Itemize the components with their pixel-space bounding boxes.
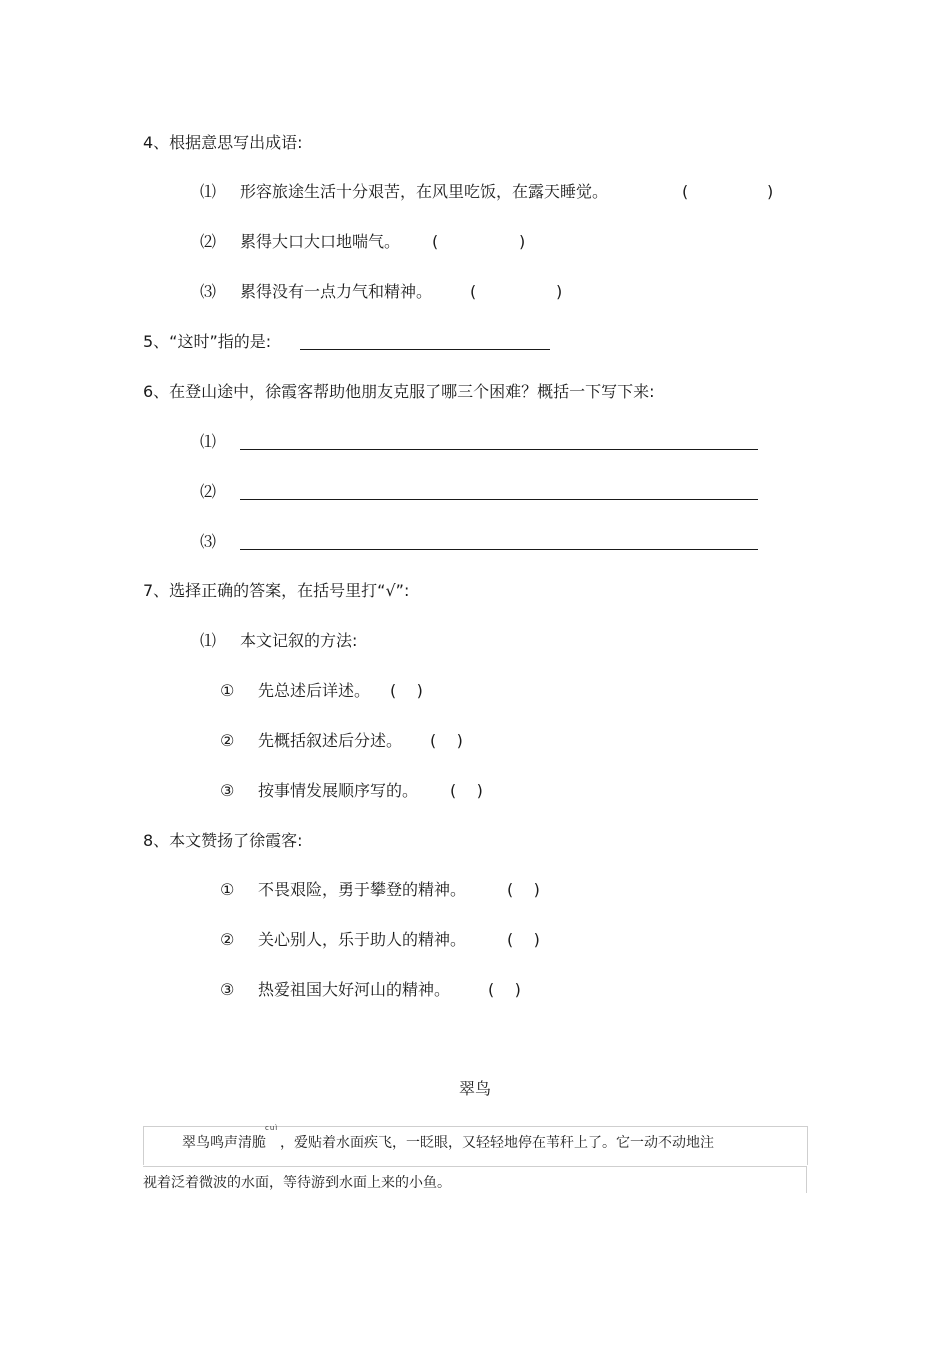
q4-title: 4、根据意思写出成语:: [143, 133, 303, 152]
passage-line1-part1: 翠鸟鸣声清脆: [182, 1135, 266, 1151]
q8-option-1-text: 不畏艰险，勇于攀登的精神。: [258, 880, 467, 899]
q4-item-2-num: ⑵: [200, 232, 217, 251]
q6-answer-blank-3[interactable]: [240, 533, 758, 550]
q7-option-2-num: ②: [220, 731, 235, 750]
q7-option-2-answer-paren[interactable]: ( ): [430, 731, 463, 750]
q4-item-1-close-paren: ): [767, 182, 774, 201]
q7-sub-num: ⑴: [200, 631, 217, 650]
passage-pinyin-annotation: cuì: [265, 1124, 279, 1132]
q4-item-3-open-paren: (: [470, 282, 477, 301]
q7-option-3-num: ③: [220, 781, 235, 800]
q4-item-1-text: 形容旅途生活十分艰苦，在风里吃饭，在露天睡觉。: [240, 182, 609, 201]
q4-item-3-num: ⑶: [200, 282, 217, 301]
q5-answer-blank[interactable]: [300, 333, 550, 350]
q7-option-1-num: ①: [220, 681, 235, 700]
q7-option-1-text: 先总述后详述。: [258, 681, 371, 700]
q6-answer-blank-2[interactable]: [240, 483, 758, 500]
passage-line2: 视着泛着微波的水面，等待游到水面上来的小鱼。: [143, 1175, 451, 1191]
q7-option-2-text: 先概括叙述后分述。: [258, 731, 403, 750]
q8-option-2-num: ②: [220, 930, 235, 949]
q7-option-3-answer-paren[interactable]: ( ): [450, 781, 483, 800]
q7-option-1-answer-paren[interactable]: ( ): [390, 681, 423, 700]
q8-option-3-num: ③: [220, 980, 235, 999]
q6-item-3-num: ⑶: [200, 532, 217, 551]
q5-title: 5、“这时”指的是:: [143, 332, 272, 351]
q8-option-1-num: ①: [220, 880, 235, 899]
q4-item-3-close-paren: ): [556, 282, 563, 301]
q6-item-2-num: ⑵: [200, 482, 217, 501]
q7-sub-text: 本文记叙的方法:: [240, 631, 358, 650]
q4-item-2-close-paren: ): [519, 232, 526, 251]
q8-option-2-answer-paren[interactable]: ( ): [507, 930, 540, 949]
q4-item-3-text: 累得没有一点力气和精神。: [240, 282, 433, 301]
q8-title: 8、本文赞扬了徐霞客:: [143, 831, 303, 850]
q6-title: 6、在登山途中，徐霞客帮助他朋友克服了哪三个困难？概括一下写下来:: [143, 382, 655, 401]
q6-item-1-num: ⑴: [200, 432, 217, 451]
q4-item-1-open-paren: (: [682, 182, 689, 201]
q8-option-2-text: 关心别人，乐于助人的精神。: [258, 930, 467, 949]
q8-option-3-answer-paren[interactable]: ( ): [488, 980, 521, 999]
q6-answer-blank-1[interactable]: [240, 433, 758, 450]
q4-item-1-num: ⑴: [200, 182, 217, 201]
q4-item-2-text: 累得大口大口地喘气。: [240, 232, 401, 251]
q8-option-1-answer-paren[interactable]: ( ): [507, 880, 540, 899]
q7-title: 7、选择正确的答案，在括号里打“√”:: [143, 581, 410, 600]
passage-title: 翠鸟: [458, 1079, 491, 1098]
q4-item-2-open-paren: (: [432, 232, 439, 251]
q7-option-3-text: 按事情发展顺序写的。: [258, 781, 419, 800]
passage-line1-part2: ，爱贴着水面疾飞，一眨眼，又轻轻地停在苇秆上了。它一动不动地注: [280, 1135, 714, 1151]
q8-option-3-text: 热爱祖国大好河山的精神。: [258, 980, 451, 999]
